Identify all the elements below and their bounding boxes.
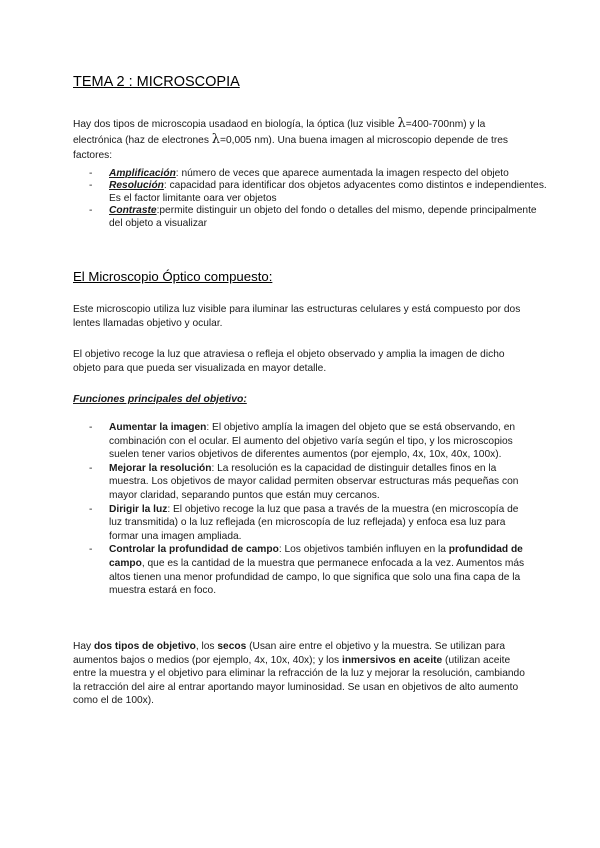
- list-item: [89, 421, 529, 462]
- paragraph-objective-types: [73, 640, 533, 708]
- closing-bold: secos: [217, 641, 247, 652]
- functions-title: Funciones principales del objetivo:: [73, 394, 247, 405]
- intro-text-1: Hay dos tipos de microscopia usadaod en biología, la óptica (luz visible: [73, 119, 398, 130]
- paragraph-microscope-intro: Este microscopio utiliza luz visible para iluminar las estructuras celulares y está compuesto por dos lentes llamadas objetivo y ocular.: [73, 304, 521, 329]
- list-item: [89, 168, 549, 180]
- lambda-symbol: λ: [211, 132, 220, 148]
- function-term: Aumentar la imagen: [109, 422, 207, 433]
- function-text: : La resolución es la capacidad de distinguir detalles finos en la muestra. Los objetivos de mayor calidad permiten observar estructuras más pequeñas con mayor claridad, separando puntos que están muy cercanos.: [109, 462, 519, 501]
- function-term-2: profundidad de campo: [109, 544, 523, 569]
- closing-text: Hay: [73, 641, 94, 652]
- closing-bold: dos tipos de objetivo: [93, 641, 196, 652]
- lambda-symbol: λ: [397, 116, 406, 131]
- paragraph-objective: El objetivo recoge la luz que atraviesa o refleja el objeto observado y amplia la imagen de dicho objeto para que pueda ser visualizada en mayor detalle.: [73, 349, 505, 374]
- closing-text: (utilizan aceite entre la muestra y el objetivo para eliminar la refracción de la luz y mejorar la resolución, cambiando la retracción del aire al entrar aportando mayor luminosidad. Se usan en objetivos de alto aumento como el de 100x).: [73, 654, 525, 707]
- functions-list: [89, 421, 529, 598]
- function-text-2: , que es la cantidad de la muestra que permanece enfocada a la vez. Aumentos más altos tienen una menor profundidad de campo, lo que significa que solo una fina capa de la muestra estará en foco.: [109, 557, 525, 597]
- function-term: Dirigir la luz: [109, 503, 168, 515]
- intro-paragraph: [73, 116, 533, 164]
- list-item: [89, 180, 549, 205]
- factor-term: Contraste: [109, 205, 157, 217]
- function-term: Mejorar la resolución: [109, 462, 212, 474]
- closing-text: (Usan aire entre el objetivo y la muestra. Se utilizan para aumentos bajos o medios (por ejemplo, 4x, 10x, 40x); y los: [73, 641, 506, 666]
- factor-text: : número de veces que aparece aumentada la imagen respecto del objeto: [175, 168, 509, 179]
- page-title: TEMA 2 : MICROSCOPIA: [73, 74, 240, 90]
- factor-text: :permite distinguir un objeto del fondo o detalles del mismo, depende principalmente del objeto a visualizar: [109, 205, 537, 229]
- function-text: : Los objetivos también influyen en la: [278, 544, 449, 556]
- list-item: [89, 205, 549, 230]
- intro-text-3: =0,005 nm). Una buena imagen al microscopio depende de tres factores:: [73, 135, 508, 162]
- factors-list: [89, 168, 549, 230]
- function-text: : El objetivo amplía la imagen del objeto que se está observando, en combinación con el ocular. El aumento del objetivo varía según el tipo, y los microscopios suelen tener varios objetivos de diferentes aumentos (por ejemplo, 4x, 10x, 40x, 100x).: [109, 422, 516, 461]
- list-item: [89, 503, 529, 544]
- closing-text: , los: [195, 641, 218, 652]
- factor-term: Resolución: [109, 180, 164, 192]
- section-title: El Microscopio Óptico compuesto:: [73, 269, 273, 284]
- closing-bold: inmersivos en aceite: [341, 654, 443, 666]
- list-item: [89, 543, 529, 597]
- list-item: [89, 462, 529, 503]
- function-term: Controlar la profundidad de campo: [109, 544, 279, 556]
- function-text: : El objetivo recoge la luz que pasa a través de la muestra (en microscopía de luz transmitida) o la luz reflejada (en microscopía de luz reflejada) y enfoca esa luz para formar una imagen ampliada.: [109, 503, 519, 542]
- factor-term: Amplificación: [109, 168, 176, 179]
- factor-text: : capacidad para identificar dos objetos adyacentes como distintos e independientes. Es el factor limitante oara ver objetos: [109, 180, 547, 204]
- intro-text-2: =400-700nm) y la electrónica (haz de electrones: [73, 119, 486, 147]
